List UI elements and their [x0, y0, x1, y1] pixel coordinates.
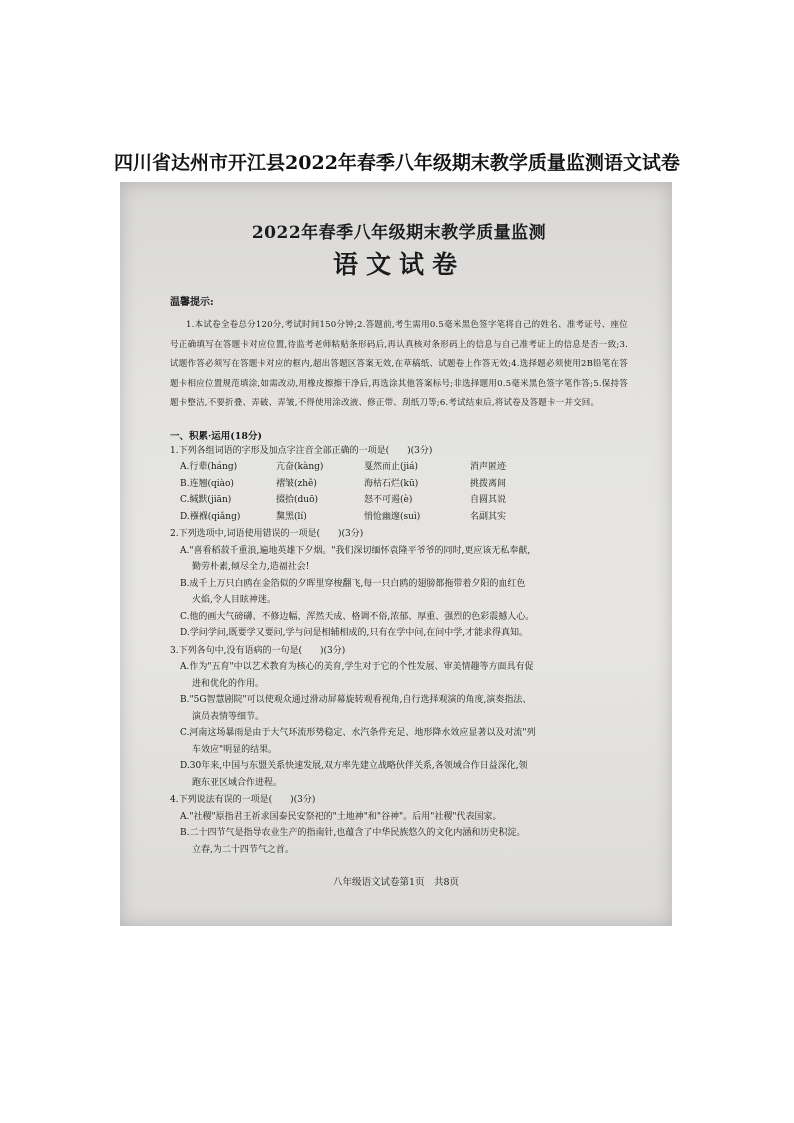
- option-a: A."喜看稻菽千重浪,遍地英雄下夕烟。"我们深切缅怀袁隆平爷爷的同时,更应该无私奉献,: [180, 545, 531, 556]
- option-cell: B.连翘(qiào): [180, 478, 234, 489]
- document-title: 四川省达州市开江县2022年春季八年级期末教学质量监测语文试卷: [114, 152, 680, 174]
- option-d-continued: 跑东亚区域合作进程。: [192, 777, 283, 788]
- exam-content: [170, 212, 628, 858]
- tips-body: 1.本试卷全卷总分120分,考试时间150分钟;2.答题前,考生需用0.5毫米黑色签字笔将自己的姓名、准考证号、座位号正确填写在答题卡对应位置,待监考老师粘贴条形码后,再认真核对条形码上的信息与自己准考证上的信息是否一致;3.试题作答必须写在答题卡对应的框内,超出答题区答案无效,在草稿纸、试题卷上作答无效;4.选择题必须使用2B铅笔在答题卡相应位置规范填涂,如需改动,用橡皮擦擦干净后,再选涂其他答案标号;非选择题用0.5毫米黑色签字笔作答;5.保持答题卡整洁,不要折叠、弄破、弄皱,不得使用涂改液、修正带、刮纸刀等;6.考试结束后,将试卷及答题卡一并交回。: [170, 320, 628, 408]
- exam-heading: 2022年春季八年级期末教学质量监测: [251, 223, 547, 243]
- question-stem: 3.下列各句中,没有语病的一句是( )(3分): [170, 645, 346, 656]
- option-d: D.学问学问,既要学又要问,学与问是相辅相成的,只有在学中问,在问中学,才能求得真知。: [180, 628, 529, 638]
- exam-subject: 语文试卷: [332, 250, 465, 279]
- scanned-exam-page: [120, 182, 672, 926]
- option-cell: 挑拨离间: [470, 478, 507, 489]
- option-a: A.作为"五育"中以艺术教育为核心的美育,学生对于它的个性发展、审美情趣等方面具有促: [180, 662, 534, 672]
- option-cell: 黧黑(lí): [276, 511, 307, 522]
- page-footer: 八年级语文试卷第1页 共8页: [332, 877, 460, 888]
- question-4: [170, 792, 628, 858]
- option-row: [170, 459, 628, 476]
- option-b-continued: 演员表情等细节。: [192, 711, 265, 722]
- tips-label: 温馨提示:: [170, 297, 214, 308]
- option-a: A."社稷"原指君王祈求国泰民安祭祀的"土地神"和"谷神"。后用"社稷"代表国家。: [180, 811, 502, 822]
- option-cell: 名副其实: [470, 511, 507, 522]
- option-cell: 掇拾(duō): [276, 495, 318, 505]
- option-c: C.他的画大气磅礴、不修边幅、浑然天成、格调不俗,浓郁、厚重、强烈的色彩震撼人心。: [180, 611, 535, 622]
- question-stem: 4.下列说法有误的一项是( )(3分): [170, 795, 316, 805]
- option-b-continued: 火焰,令人目眩神迷。: [192, 595, 276, 605]
- option-row: [170, 509, 628, 526]
- option-cell: D.襁褓(qiǎng): [180, 511, 241, 522]
- option-cell: 褶皱(zhě): [276, 478, 317, 489]
- question-3: [170, 643, 628, 792]
- option-row: [170, 492, 628, 509]
- question-stem: 2.下列选项中,词语使用错误的一项是( )(3分): [170, 529, 364, 539]
- question-2: [170, 526, 628, 642]
- section-heading: 一、积累·运用(18分): [170, 430, 263, 442]
- question-stem: 1.下列各组词语的字形及加点字注音全部正确的一项是( )(3分): [170, 445, 433, 456]
- option-a-continued: 进和优化的作用。: [192, 678, 265, 689]
- question-1: [170, 443, 628, 526]
- option-cell: 海枯石烂(kū): [364, 478, 419, 489]
- option-cell: 消声匿迹: [470, 462, 507, 472]
- option-cell: 戛然而止(jiá): [364, 462, 419, 472]
- option-d: D.30年来,中国与东盟关系快速发展,双方率先建立战略伙伴关系,各领域合作日益深化,领: [180, 761, 528, 771]
- option-a-continued: 勤劳朴素,倾尽全力,造福社会!: [192, 562, 310, 572]
- option-cell: 怒不可遏(è): [364, 495, 413, 505]
- option-c: C.河南这场暴雨是由于大气环流形势稳定、水汽条件充足、地形降水效应显著以及对流"列: [180, 728, 536, 738]
- option-c-continued: 车效应"明显的结果。: [192, 744, 278, 755]
- option-b: B.成千上万只白鸥在金箔似的夕晖里穿梭翻飞,每一只白鸥的翅膀都拖带着夕阳的血红色: [180, 578, 526, 589]
- option-b: B.二十四节气是指导农业生产的指南针,也蕴含了中华民族悠久的文化内涵和历史积淀。: [180, 828, 526, 838]
- option-cell: C.缄默(jiān): [180, 495, 232, 505]
- option-row: [170, 476, 628, 493]
- option-b-continued: 立春,为二十四节气之首。: [192, 844, 294, 855]
- option-cell: A.行辈(háng): [180, 462, 238, 472]
- option-b: B."5G智慧剧院"可以使观众通过滑动屏幕旋转观看视角,自行选择观演的角度,演奏指法、: [180, 695, 532, 705]
- option-cell: 悄怆幽邃(suì): [364, 511, 421, 522]
- option-cell: 亢奋(kàng): [276, 462, 324, 472]
- option-cell: 自圆其说: [470, 495, 507, 505]
